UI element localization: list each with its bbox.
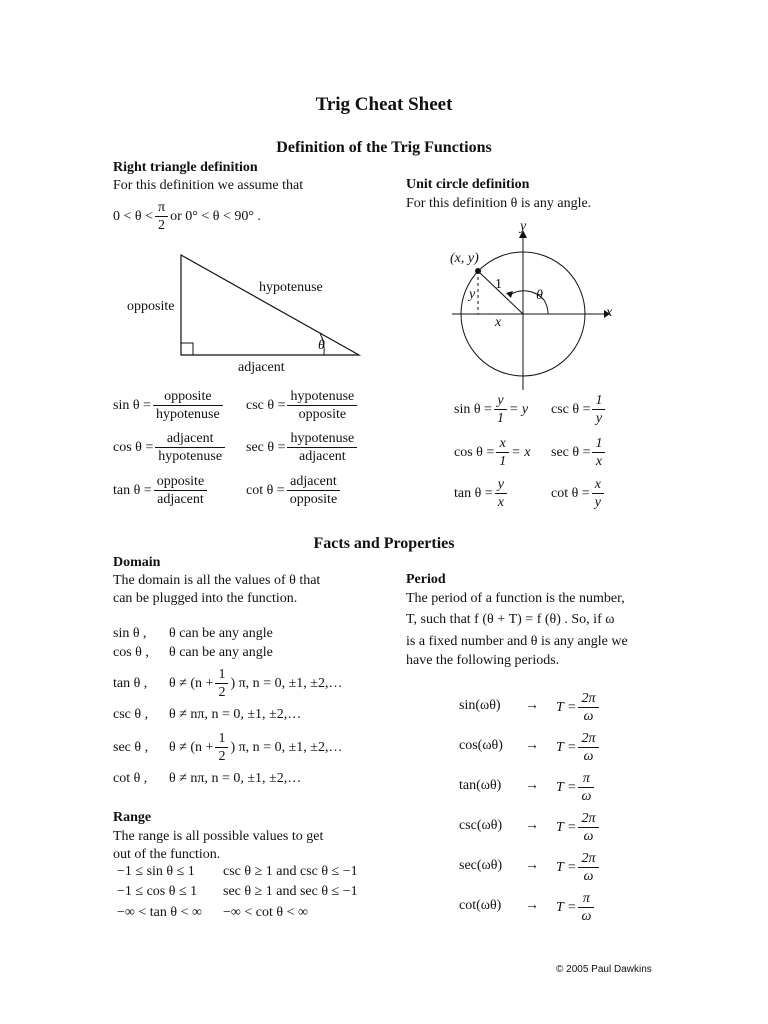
- period-function: [459, 778, 501, 794]
- condition-right: or 0° < θ < 90° .: [170, 208, 261, 224]
- fraction: [494, 392, 507, 427]
- period-lhs: T =: [556, 899, 577, 915]
- fraction-numerator: y: [495, 476, 507, 494]
- section-heading-definitions: Definition of the Trig Functions: [276, 139, 492, 156]
- fraction-denominator: opposite: [289, 492, 338, 507]
- domain-text-1: The domain is all the values of θ that: [113, 573, 321, 588]
- fraction-numerator: 2π: [578, 690, 598, 708]
- unit-circle-diagram: [440, 218, 620, 393]
- formula-lhs: sec θ =: [246, 439, 286, 455]
- arrow-icon: →: [525, 778, 539, 793]
- period-arrow: [525, 858, 539, 874]
- trig-ratio-formula: [246, 473, 342, 508]
- unit-circle-formula: [551, 476, 606, 511]
- formula-lhs: csc θ =: [246, 397, 286, 413]
- domain-function: tan θ ,: [113, 675, 148, 691]
- formula-lhs: tan θ =: [113, 482, 152, 498]
- domain-function: cos θ ,: [113, 645, 149, 660]
- domain-condition: θ can be any angle: [169, 626, 273, 641]
- fraction: [578, 730, 598, 765]
- fraction-numerator: opposite: [153, 388, 223, 406]
- unit-circle-formula: [454, 476, 509, 511]
- fraction-denominator: x: [497, 495, 504, 510]
- label-opposite: opposite: [127, 299, 175, 314]
- unit-circle-formula: [551, 435, 607, 470]
- arrow-icon: →: [525, 698, 539, 713]
- unit-circle-formula: [551, 392, 607, 427]
- domain-condition: θ can be any angle: [169, 645, 273, 660]
- label-hypotenuse: hypotenuse: [259, 280, 323, 295]
- section-heading-facts: Facts and Properties: [313, 535, 455, 552]
- fraction-numerator: x: [592, 476, 604, 494]
- fraction-denominator: adjacent: [299, 449, 346, 464]
- fraction-numerator: adjacent: [155, 430, 225, 448]
- period-fn: sin(ωθ): [459, 698, 501, 713]
- formula-lhs: csc θ =: [551, 401, 591, 417]
- formula-lhs: sin θ =: [454, 401, 492, 417]
- trig-ratio-formula: [113, 388, 225, 423]
- fraction-numerator: hypotenuse: [287, 430, 357, 448]
- domain-function: sec θ ,: [113, 739, 149, 755]
- fraction-numerator: y: [494, 392, 507, 410]
- domain-function: cot θ ,: [113, 771, 148, 786]
- period-text-4: have the following periods.: [406, 653, 560, 668]
- fraction-denominator: 2: [218, 685, 226, 700]
- formula-lhs: tan θ =: [454, 485, 493, 501]
- period-function: [459, 698, 501, 714]
- right-angle-marker: [181, 343, 193, 355]
- pi-over-2-fraction: [155, 199, 168, 234]
- domain-condition-post: ) π, n = 0, ±1, ±2,…: [230, 739, 343, 755]
- trig-ratio-formula: [113, 430, 227, 465]
- domain-row: [113, 666, 342, 701]
- fraction-numerator: opposite: [154, 473, 207, 491]
- fraction-numerator: 1: [215, 666, 228, 684]
- fraction-denominator: 2: [218, 749, 226, 764]
- arrow-icon: →: [525, 818, 539, 833]
- domain-row: [113, 730, 342, 765]
- trig-ratio-formula: [113, 473, 209, 508]
- unit-circle-formula: [454, 435, 530, 470]
- right-triangle-intro: For this definition we assume that: [113, 178, 304, 193]
- period-arrow: [525, 818, 539, 834]
- period-function: [459, 858, 502, 874]
- fraction-denominator: y: [595, 411, 603, 426]
- period-value: [556, 770, 596, 805]
- fraction-numerator: 2π: [578, 730, 598, 748]
- formula-lhs: cot θ =: [551, 485, 590, 501]
- arrow-icon: →: [525, 898, 539, 913]
- domain-heading: Domain: [113, 555, 161, 570]
- fraction: [155, 430, 225, 465]
- fraction: [496, 435, 509, 470]
- formula-lhs: sin θ =: [113, 397, 151, 413]
- fraction-numerator: π: [578, 770, 594, 788]
- fraction: [578, 850, 598, 885]
- range-row-left: [117, 864, 195, 880]
- x-segment-label: x: [495, 315, 502, 330]
- range-text-1: The range is all possible values to get: [113, 829, 324, 844]
- period-arrow: [525, 698, 539, 714]
- period-lhs: T =: [556, 739, 577, 755]
- fraction-numerator: 1: [215, 730, 228, 748]
- period-text-1: The period of a function is the number,: [406, 591, 625, 606]
- fraction-denominator: ω: [581, 909, 592, 924]
- fraction: [287, 430, 357, 465]
- period-lhs: T =: [556, 779, 577, 795]
- range-right: sec θ ≥ 1 and sec θ ≤ −1: [223, 884, 358, 899]
- range-right: csc θ ≥ 1 and csc θ ≤ −1: [223, 864, 358, 879]
- arrow-icon: →: [525, 738, 539, 753]
- trig-ratio-formula: [246, 430, 359, 465]
- domain-row: [113, 771, 301, 787]
- range-right: −∞ < cot θ < ∞: [223, 905, 308, 920]
- period-fn: tan(ωθ): [459, 778, 502, 793]
- theta-arc-side: [544, 300, 548, 314]
- fraction: [154, 473, 207, 508]
- domain-condition-pre: θ ≠ (n +: [169, 675, 214, 691]
- fraction: [215, 730, 228, 765]
- fraction: [592, 476, 604, 511]
- formula-lhs: cos θ =: [454, 444, 495, 460]
- fraction: [592, 392, 605, 427]
- unit-circle-formula: [454, 392, 528, 427]
- range-text-2: out of the function.: [113, 847, 221, 862]
- fraction: [578, 690, 598, 725]
- period-fn: csc(ωθ): [459, 818, 503, 833]
- unit-circle-intro: For this definition θ is any angle.: [406, 196, 592, 211]
- range-left: −∞ < tan θ < ∞: [117, 905, 202, 920]
- fraction-numerator: 2π: [578, 810, 598, 828]
- domain-condition: θ ≠ nπ, n = 0, ±1, ±2,…: [169, 771, 302, 786]
- domain-row: [113, 626, 273, 642]
- right-triangle-heading: Right triangle definition: [113, 160, 258, 175]
- period-arrow: [525, 898, 539, 914]
- fraction-denominator: ω: [583, 749, 594, 764]
- fraction-denominator: ω: [583, 709, 594, 724]
- period-value: [556, 730, 601, 765]
- fraction-numerator: x: [496, 435, 509, 453]
- period-function: [459, 738, 503, 754]
- formula-lhs: cos θ =: [113, 439, 154, 455]
- fraction: [578, 890, 594, 925]
- fraction: [215, 666, 228, 701]
- formula-rhs: = x: [511, 444, 531, 460]
- fraction: [153, 388, 223, 423]
- condition-left: 0 < θ <: [113, 208, 153, 224]
- arrow-icon: →: [525, 858, 539, 873]
- fraction-denominator: ω: [583, 869, 594, 884]
- domain-row: [113, 645, 273, 661]
- unit-circle-heading: Unit circle definition: [406, 177, 530, 192]
- domain-text-2: can be plugged into the function.: [113, 591, 298, 606]
- label-adjacent: adjacent: [238, 360, 285, 375]
- fraction: [578, 770, 594, 805]
- period-heading: Period: [406, 572, 446, 587]
- fraction: [495, 476, 507, 511]
- range-row-right: [223, 864, 358, 880]
- y-segment-label: y: [469, 287, 476, 302]
- range-heading: Range: [113, 810, 152, 825]
- formula-rhs: = y: [508, 401, 529, 417]
- domain-function: csc θ ,: [113, 707, 149, 722]
- fraction-denominator: ω: [581, 789, 592, 804]
- fraction-denominator: x: [595, 454, 603, 469]
- period-function: [459, 818, 502, 834]
- x-axis-label: x: [606, 305, 613, 320]
- formula-lhs: sec θ =: [551, 444, 591, 460]
- angle-condition: [113, 199, 261, 234]
- fraction-numerator: π: [578, 890, 594, 908]
- theta-arc-arrow: [506, 291, 513, 298]
- period-lhs: T =: [556, 859, 577, 875]
- period-fn: cot(ωθ): [459, 898, 502, 913]
- fraction-denominator: 1: [496, 411, 504, 426]
- period-lhs: T =: [556, 819, 577, 835]
- y-axis-label: y: [520, 219, 527, 234]
- fraction-denominator: adjacent: [157, 492, 204, 507]
- range-row-left: [117, 905, 202, 921]
- period-text-3: is a fixed number and θ is any angle we: [406, 634, 628, 649]
- fraction-numerator: π: [155, 199, 168, 217]
- formula-lhs: cot θ =: [246, 482, 285, 498]
- fraction: [287, 388, 357, 423]
- range-row-right: [223, 905, 308, 921]
- domain-condition-post: ) π, n = 0, ±1, ±2,…: [230, 675, 343, 691]
- fraction-numerator: 1: [592, 392, 605, 410]
- period-value: [556, 850, 601, 885]
- fraction-numerator: 2π: [578, 850, 598, 868]
- range-row-left: [117, 884, 197, 900]
- fraction-numerator: adjacent: [287, 473, 340, 491]
- fraction-denominator: hypotenuse: [155, 407, 220, 422]
- fraction: [578, 810, 598, 845]
- fraction-numerator: hypotenuse: [287, 388, 357, 406]
- period-value: [556, 890, 596, 925]
- fraction-denominator: hypotenuse: [158, 449, 223, 464]
- range-left: −1 ≤ sin θ ≤ 1: [117, 864, 195, 879]
- period-arrow: [525, 778, 539, 794]
- domain-row: [113, 707, 301, 723]
- range-row-right: [223, 884, 358, 900]
- fraction-denominator: y: [594, 495, 601, 510]
- radius-label: 1: [495, 277, 502, 292]
- period-text-2: T, such that f (θ + T) = f (θ) . So, if ω: [406, 612, 615, 627]
- period-lhs: T =: [556, 699, 577, 715]
- fraction-numerator: 1: [592, 435, 605, 453]
- fraction-denominator: 2: [158, 218, 166, 233]
- period-function: [459, 898, 501, 914]
- label-theta: θ: [318, 338, 325, 353]
- domain-condition-pre: θ ≠ (n +: [169, 739, 214, 755]
- period-value: [556, 810, 601, 845]
- domain-function: sin θ ,: [113, 626, 147, 641]
- fraction-denominator: ω: [583, 829, 594, 844]
- triangle-shape: [181, 255, 359, 355]
- theta-label: θ: [536, 288, 543, 303]
- trig-ratio-formula: [246, 388, 359, 423]
- point-label: (x, y): [450, 251, 479, 266]
- domain-condition: θ ≠ nπ, n = 0, ±1, ±2,…: [169, 707, 302, 722]
- period-fn: cos(ωθ): [459, 738, 503, 753]
- fraction-denominator: opposite: [298, 407, 347, 422]
- period-fn: sec(ωθ): [459, 858, 503, 873]
- period-value: [556, 690, 601, 725]
- period-arrow: [525, 738, 539, 754]
- range-left: −1 ≤ cos θ ≤ 1: [117, 884, 198, 899]
- fraction: [592, 435, 605, 470]
- copyright: © 2005 Paul Dawkins: [556, 964, 652, 975]
- fraction-denominator: 1: [499, 454, 507, 469]
- fraction: [287, 473, 340, 508]
- page-title: Trig Cheat Sheet: [315, 94, 453, 115]
